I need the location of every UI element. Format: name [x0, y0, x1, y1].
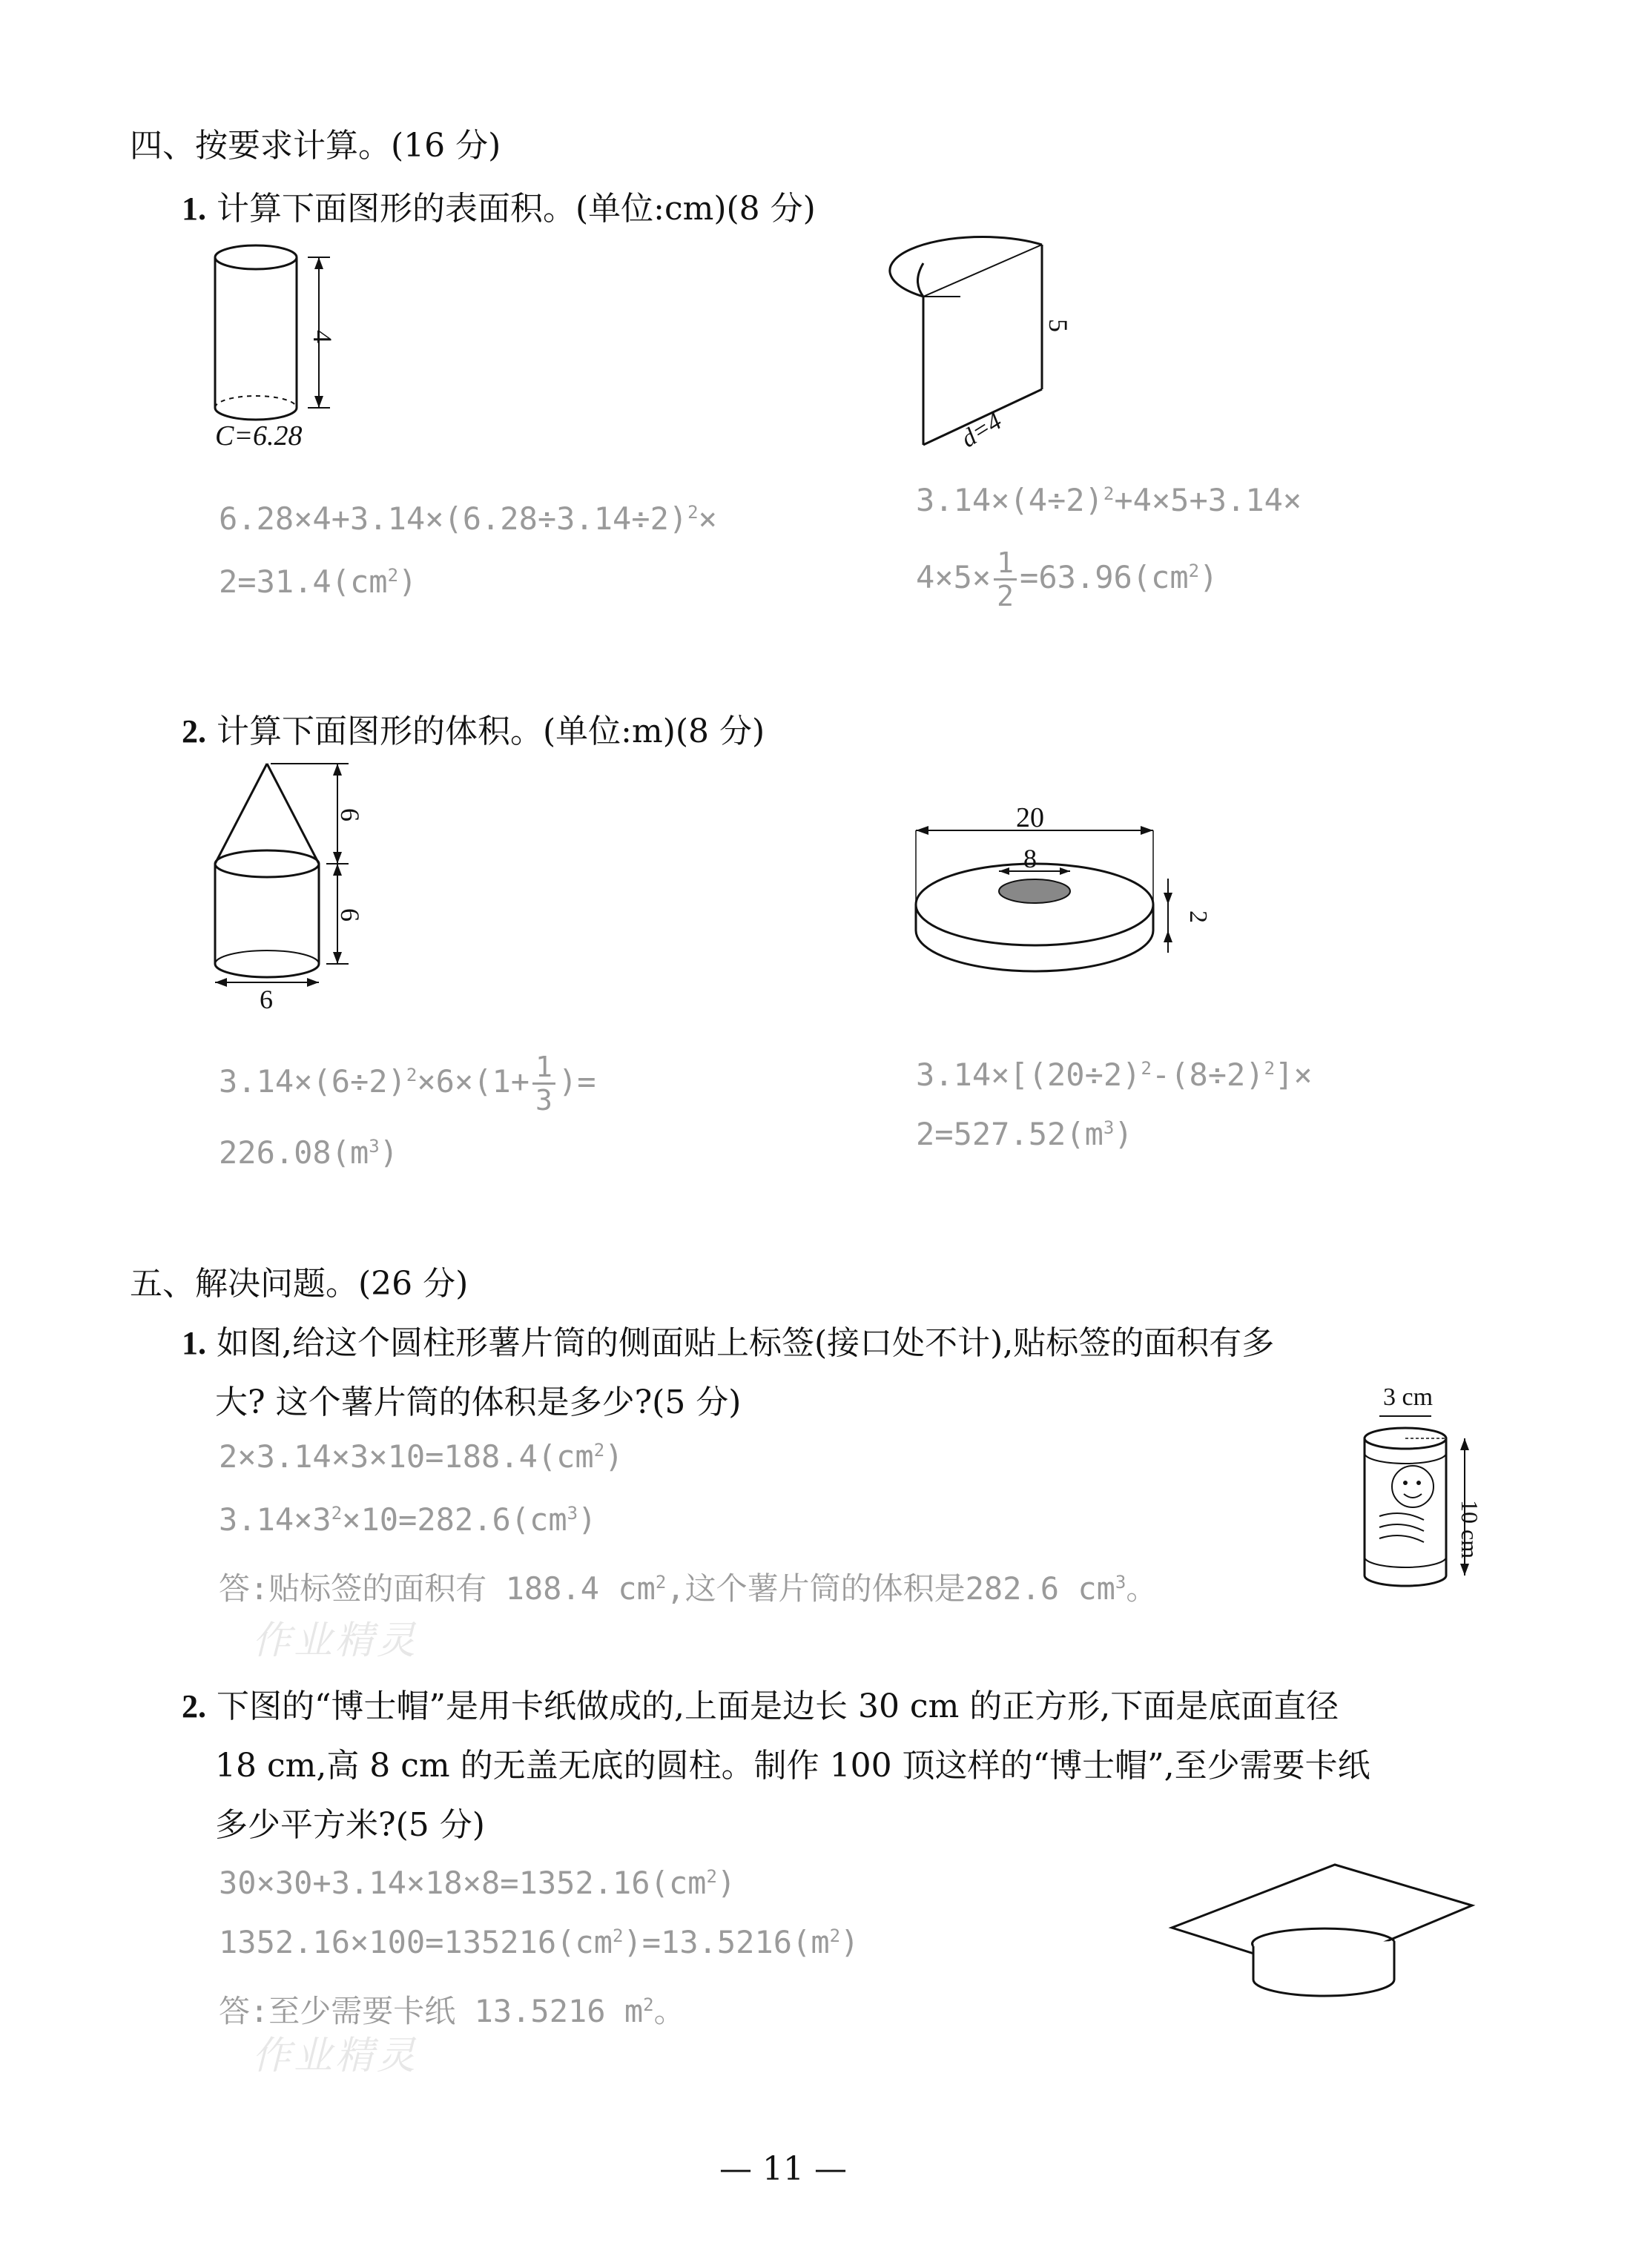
cylinder-height-label: 6 [335, 908, 365, 922]
section-4-title: 四、按要求计算。(16 分) [130, 127, 501, 165]
circumference-label: C=6.28 [215, 420, 303, 452]
thickness-label: 2 [1184, 910, 1212, 923]
question-number: 2. [182, 1688, 206, 1725]
answer-5-2-line2: $1352.16\times 100=135216(cm^2)=13.5216(m^2)$ [219, 1924, 860, 1960]
inner-diameter-label: 8 [1023, 844, 1037, 873]
question-5-2-line1: 2. 下图的“博士帽”是用卡纸做成的,上面是边长 30 cm 的正方形,下面是底面直径 [182, 1687, 1339, 1725]
answer-5-2-line1: $30\times 30+3.14\times 18\times 8=1352.16(cm^2)$ [219, 1865, 736, 1901]
answer-4-2b-line1: $3.14\times[(20\div 2)^2-(8\div 2)^2]\times$ [916, 1057, 1313, 1093]
height-label: 4 [308, 330, 337, 343]
question-text: 计算下面图形的表面积。(单位:cm)(8 分) [217, 190, 816, 228]
watermark: 作业精灵 [252, 1619, 419, 1663]
question-4-2 [182, 704, 765, 752]
diameter-label: d=4 [956, 407, 1007, 454]
fraction: $\frac{1}{2}$ [994, 549, 1017, 610]
cone-height-label: 6 [335, 808, 365, 821]
watermark: 作业精灵 [252, 2034, 419, 2078]
page-number: — 11 — [719, 2150, 847, 2188]
answer-4-1a-line1: $6.28\times 4+3.14\times(6.28\div 3.14\div 2)^2\times$ [219, 500, 717, 537]
diameter-label: 6 [260, 985, 273, 1014]
answer-4-1b-line2: 4×5× $\frac{1}{2}$ $=63.96(cm^2)$ [916, 546, 1218, 612]
question-number: 1. [182, 191, 206, 227]
question-5-2-line2: 18 cm,高 8 cm 的无盖无底的圆柱。制作 100 顶这样的“博士帽”,至少需要卡纸 [215, 1747, 1370, 1785]
question-5-1-line2: 大? 这个薯片筒的体积是多少?(5 分) [215, 1383, 742, 1421]
graduation-cap-figure [1164, 1861, 1483, 2002]
answer-4-1b-line1: $3.14\times(4\div 2)^2+4\times 5+3.14\times$ [916, 482, 1302, 518]
question-5-2-line3: 多少平方米?(5 分) [215, 1806, 485, 1844]
outer-diameter-label: 20 [1016, 802, 1044, 833]
cylinder-figure [200, 241, 363, 463]
answer-4-2a-line1: $3.14\times(6\div 2)^2\times 6\times(1+$ $\frac{1}{3}$ )= [219, 1051, 596, 1117]
fraction: $\frac{1}{3}$ [532, 1053, 555, 1114]
question-number: 1. [182, 1325, 206, 1361]
cone-cylinder-figure [208, 760, 386, 1012]
height-label: 5 [1043, 319, 1073, 332]
height-label: 10 cm [1456, 1500, 1483, 1559]
answer-5-1-line2: $3.14\times 3^2\times 10=282.6(cm^3)$ [219, 1501, 597, 1538]
question-4-1 [182, 182, 816, 229]
answer-5-1-line1: $2\times 3.14\times 3\times 10=188.4(cm^2)$ [219, 1438, 624, 1475]
question-text: 计算下面图形的体积。(单位:m)(8 分) [217, 713, 765, 750]
radius-label: 3 cm [1383, 1383, 1434, 1411]
answer-5-1-line3: 答:贴标签的面积有 188.4 $cm^2$,这个薯片筒的体积是282.6 $cm^3$。 [219, 1570, 1158, 1607]
question-5-1-line1: 1. 如图,给这个圆柱形薯片筒的侧面贴上标签(接口处不计),贴标签的面积有多 [182, 1324, 1275, 1362]
half-cylinder-figure [908, 237, 1101, 460]
answer-5-2-line3: 答:至少需要卡纸 13.5216 $m^2$。 [219, 1993, 685, 2029]
section-5-title: 五、解决问题。(26 分) [130, 1265, 469, 1303]
question-number: 2. [182, 713, 206, 750]
answer-4-2b-line2: $2=527.52(m^3)$ [916, 1116, 1133, 1152]
ring-disc-figure [912, 802, 1224, 971]
answer-4-2a-line2: $226.08(m^3)$ [219, 1134, 399, 1171]
answer-4-1a-line2: $2=31.4(cm^2)$ [219, 563, 418, 600]
chip-canister-figure [1346, 1375, 1494, 1598]
